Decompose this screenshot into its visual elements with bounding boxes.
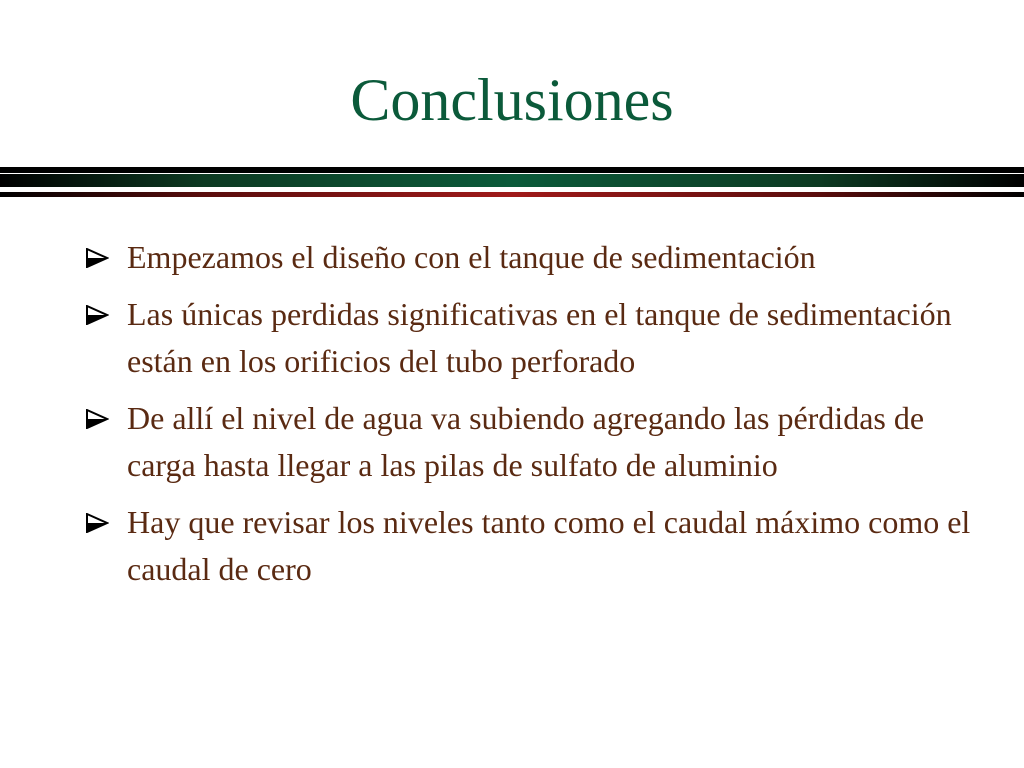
bullet-text: Hay que revisar los niveles tanto como el caudal máximo como el caudal de cero <box>127 504 971 587</box>
bullet-text: Empezamos el diseño con el tanque de sedimentación <box>127 239 816 275</box>
arrowhead-bullet-icon <box>85 305 109 325</box>
arrowhead-bullet-icon <box>85 248 109 268</box>
bullet-item <box>83 499 983 593</box>
title-divider-green <box>0 174 1024 187</box>
bullet-item <box>83 291 983 385</box>
slide-title: Conclusiones <box>350 67 674 133</box>
bullet-text: Las únicas perdidas significativas en el tanque de sedimentación están en los orificios del tubo perforado <box>127 296 952 379</box>
arrowhead-bullet-icon <box>85 409 109 429</box>
title-divider-black <box>0 167 1024 173</box>
bullet-list <box>83 234 983 603</box>
bullet-text: De allí el nivel de agua va subiendo agregando las pérdidas de carga hasta llegar a las pilas de sulfato de aluminio <box>127 400 925 483</box>
title-divider-red <box>0 192 1024 197</box>
arrowhead-bullet-icon <box>85 513 109 533</box>
bullet-item <box>83 395 983 489</box>
bullet-item <box>83 234 983 281</box>
